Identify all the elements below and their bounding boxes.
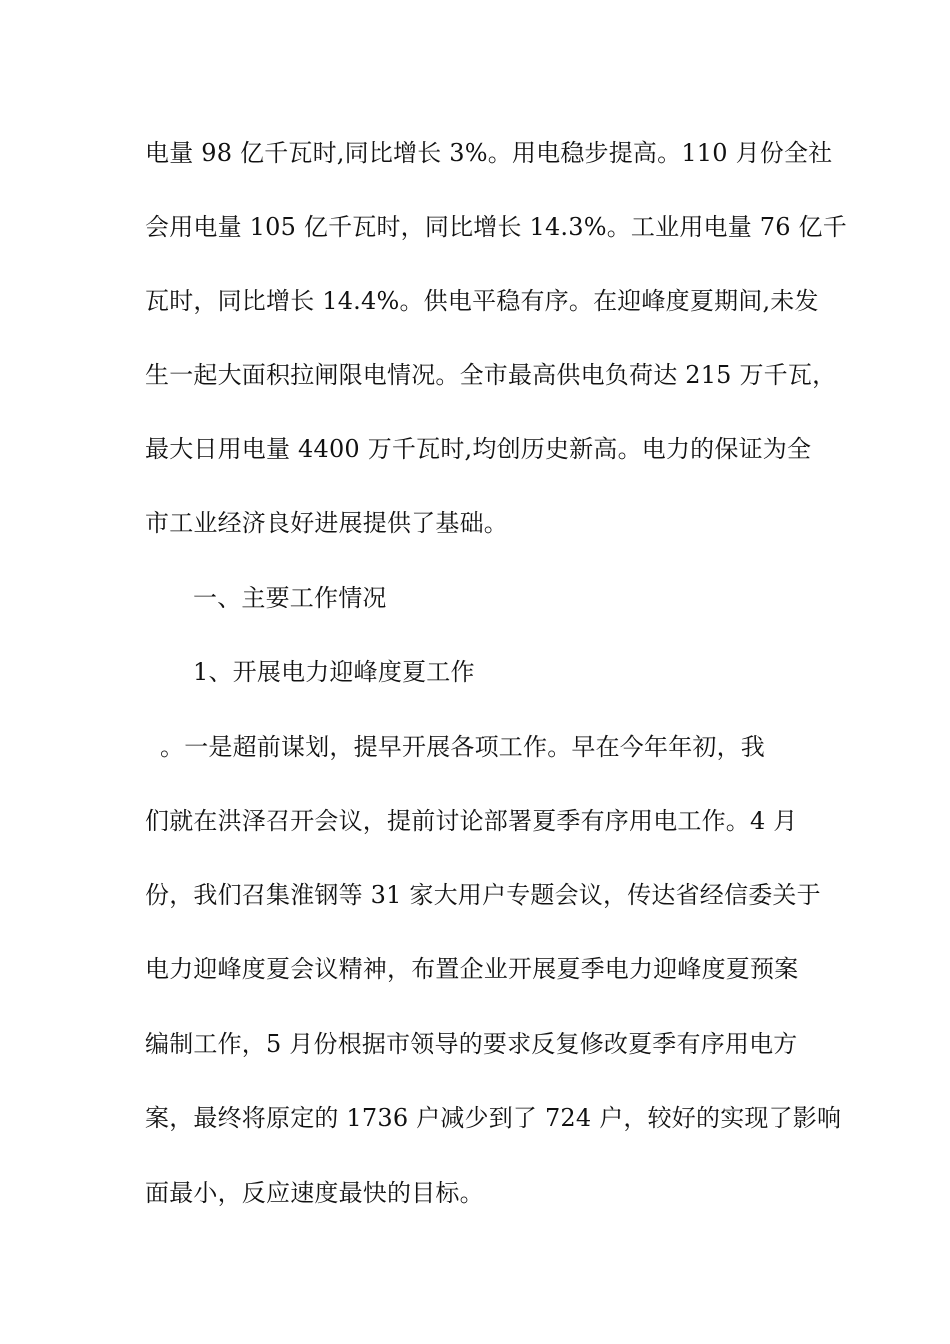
subsection-heading: 1、开展电力迎峰度夏工作	[193, 658, 475, 686]
body-line: 案，最终将原定的 1736 户减少到了 724 户，较好的实现了影响	[145, 1104, 842, 1132]
body-line: 电量 98 亿千瓦时,同比增长 3%。用电稳步提高。110 月份全社	[145, 139, 833, 167]
body-line: 份，我们召集淮钢等 31 家大用户专题会议，传达省经信委关于	[145, 881, 821, 909]
body-line: 瓦时，同比增长 14.4%。供电平稳有序。在迎峰度夏期间,未发	[145, 287, 819, 315]
body-line: 市工业经济良好进展提供了基础。	[145, 509, 508, 537]
body-line: 编制工作，5 月份根据市领导的要求反复修改夏季有序用电方	[145, 1030, 798, 1058]
body-line: 。一是超前谋划，提早开展各项工作。早在今年年初，我	[160, 733, 765, 761]
body-line: 们就在洪泽召开会议，提前讨论部署夏季有序用电工作。4 月	[145, 807, 798, 835]
body-line: 面最小，反应速度最快的目标。	[145, 1179, 484, 1207]
body-line: 会用电量 105 亿千瓦时，同比增长 14.3%。工业用电量 76 亿千	[145, 213, 847, 241]
body-line: 生一起大面积拉闸限电情况。全市最高供电负荷达 215 万千瓦，	[145, 361, 837, 389]
section-heading: 一、主要工作情况	[193, 584, 387, 612]
body-line: 最大日用电量 4400 万千瓦时,均创历史新高。电力的保证为全	[145, 435, 812, 463]
body-line: 电力迎峰度夏会议精神，布置企业开展夏季电力迎峰度夏预案	[145, 955, 799, 983]
